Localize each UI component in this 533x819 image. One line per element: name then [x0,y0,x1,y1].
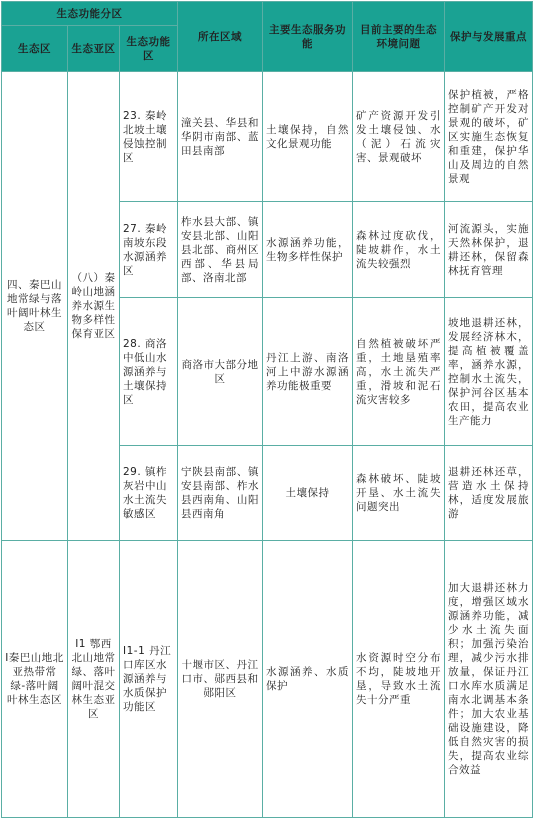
eco-subzone-cell: （八）秦岭山地涵养水源生物多样性保育亚区 [68,72,120,541]
header-row-top [2,2,533,26]
region-cell: 商洛市大部分地区 [178,298,263,446]
eco-subzone-cell: Ⅰ1 鄂西北山地常绿、落叶阔叶混交林生态亚区 [68,541,120,818]
func-zone-cell: Ⅰ1-1 丹江口库区水源涵养与水质保护功能区 [120,541,178,818]
region-cell: 潼关县、华县和华阴市南部、蓝田县南部 [178,72,263,202]
service-cell: 土壤保持 [263,446,353,541]
focus-cell: 加大退耕还林力度，增强区域水源涵养功能，减少水土流失面积；加强污染治理，减少污水排放量，保证丹江口水库水质满足南水北调基本条件；加大农业基础设施建设，降低自然灾害的损失，提高农业综合效益 [445,541,533,818]
problem-cell: 自然植被破坏严重，土地垦殖率高，水土流失严重，滑坡和泥石流灾害较多 [353,298,445,446]
func-zone-cell: 27. 秦岭南坡东段水源涵养区 [120,202,178,298]
table-row [2,72,533,202]
header-func-zone: 生态功能分区 [2,2,178,26]
service-cell: 水源涵养功能，生物多样性保护 [263,202,353,298]
focus-cell: 坡地退耕还林，发展经济林木，提高植被覆盖率，涵养水源，控制水土流失，保护河谷区基本农田，提高农业生产能力 [445,298,533,446]
header-problem: 目前主要的生态环境问题 [353,2,445,72]
region-cell: 柞水县大部、镇安县北部、山阳县北部、商州区西部、华县局部、洛南北部 [178,202,263,298]
func-zone-cell: 29. 镇柞灰岩中山水土流失敏感区 [120,446,178,541]
header-region: 所在区域 [178,2,263,72]
table-row [2,541,533,818]
problem-cell: 水资源时空分布不均，陡坡地开垦，导致水土流失十分严重 [353,541,445,818]
header-service: 主要生态服务功能 [263,2,353,72]
focus-cell: 退耕还林还草，营造水土保持林，适度发展旅游 [445,446,533,541]
header-eco-subzone: 生态亚区 [68,26,120,72]
problem-cell: 森林破坏、陡坡开垦、水土流失问题突出 [353,446,445,541]
eco-zone-cell: 四、秦巴山地常绿与落叶阔叶林生态区 [2,72,68,541]
region-cell: 宁陕县南部、镇安县南部、柞水县西南角、山阳县西南角 [178,446,263,541]
eco-zone-cell: Ⅰ秦巴山地北亚热带常绿-落叶阔叶林生态区 [2,541,68,818]
problem-cell: 森林过度砍伐，陡坡耕作，水土流失较强烈 [353,202,445,298]
header-focus: 保护与发展重点 [445,2,533,72]
header-eco-zone: 生态区 [2,26,68,72]
focus-cell: 保护植被，严格控制矿产开发对景观的破坏，矿区实施生态恢复和重建，保护华山及周边的自然景观 [445,72,533,202]
header-eco-func-zone: 生态功能区 [120,26,178,72]
func-zone-cell: 28. 商洛中低山水源涵养与土壤保持区 [120,298,178,446]
func-zone-cell: 23. 秦岭北坡土壤侵蚀控制区 [120,72,178,202]
service-cell: 水源涵养、水质保护 [263,541,353,818]
problem-cell: 矿产资源开发引发土壤侵蚀、水（泥）石流灾害、景观破坏 [353,72,445,202]
eco-function-table [1,1,533,818]
service-cell: 丹江上游、南洛河上中游水源涵养功能极重要 [263,298,353,446]
focus-cell: 河流源头，实施天然林保护，退耕还林，保留森林抚育管理 [445,202,533,298]
region-cell: 十堰市区、丹江口市、郧西县和郧阳区 [178,541,263,818]
service-cell: 土壤保持，自然文化景观功能 [263,72,353,202]
